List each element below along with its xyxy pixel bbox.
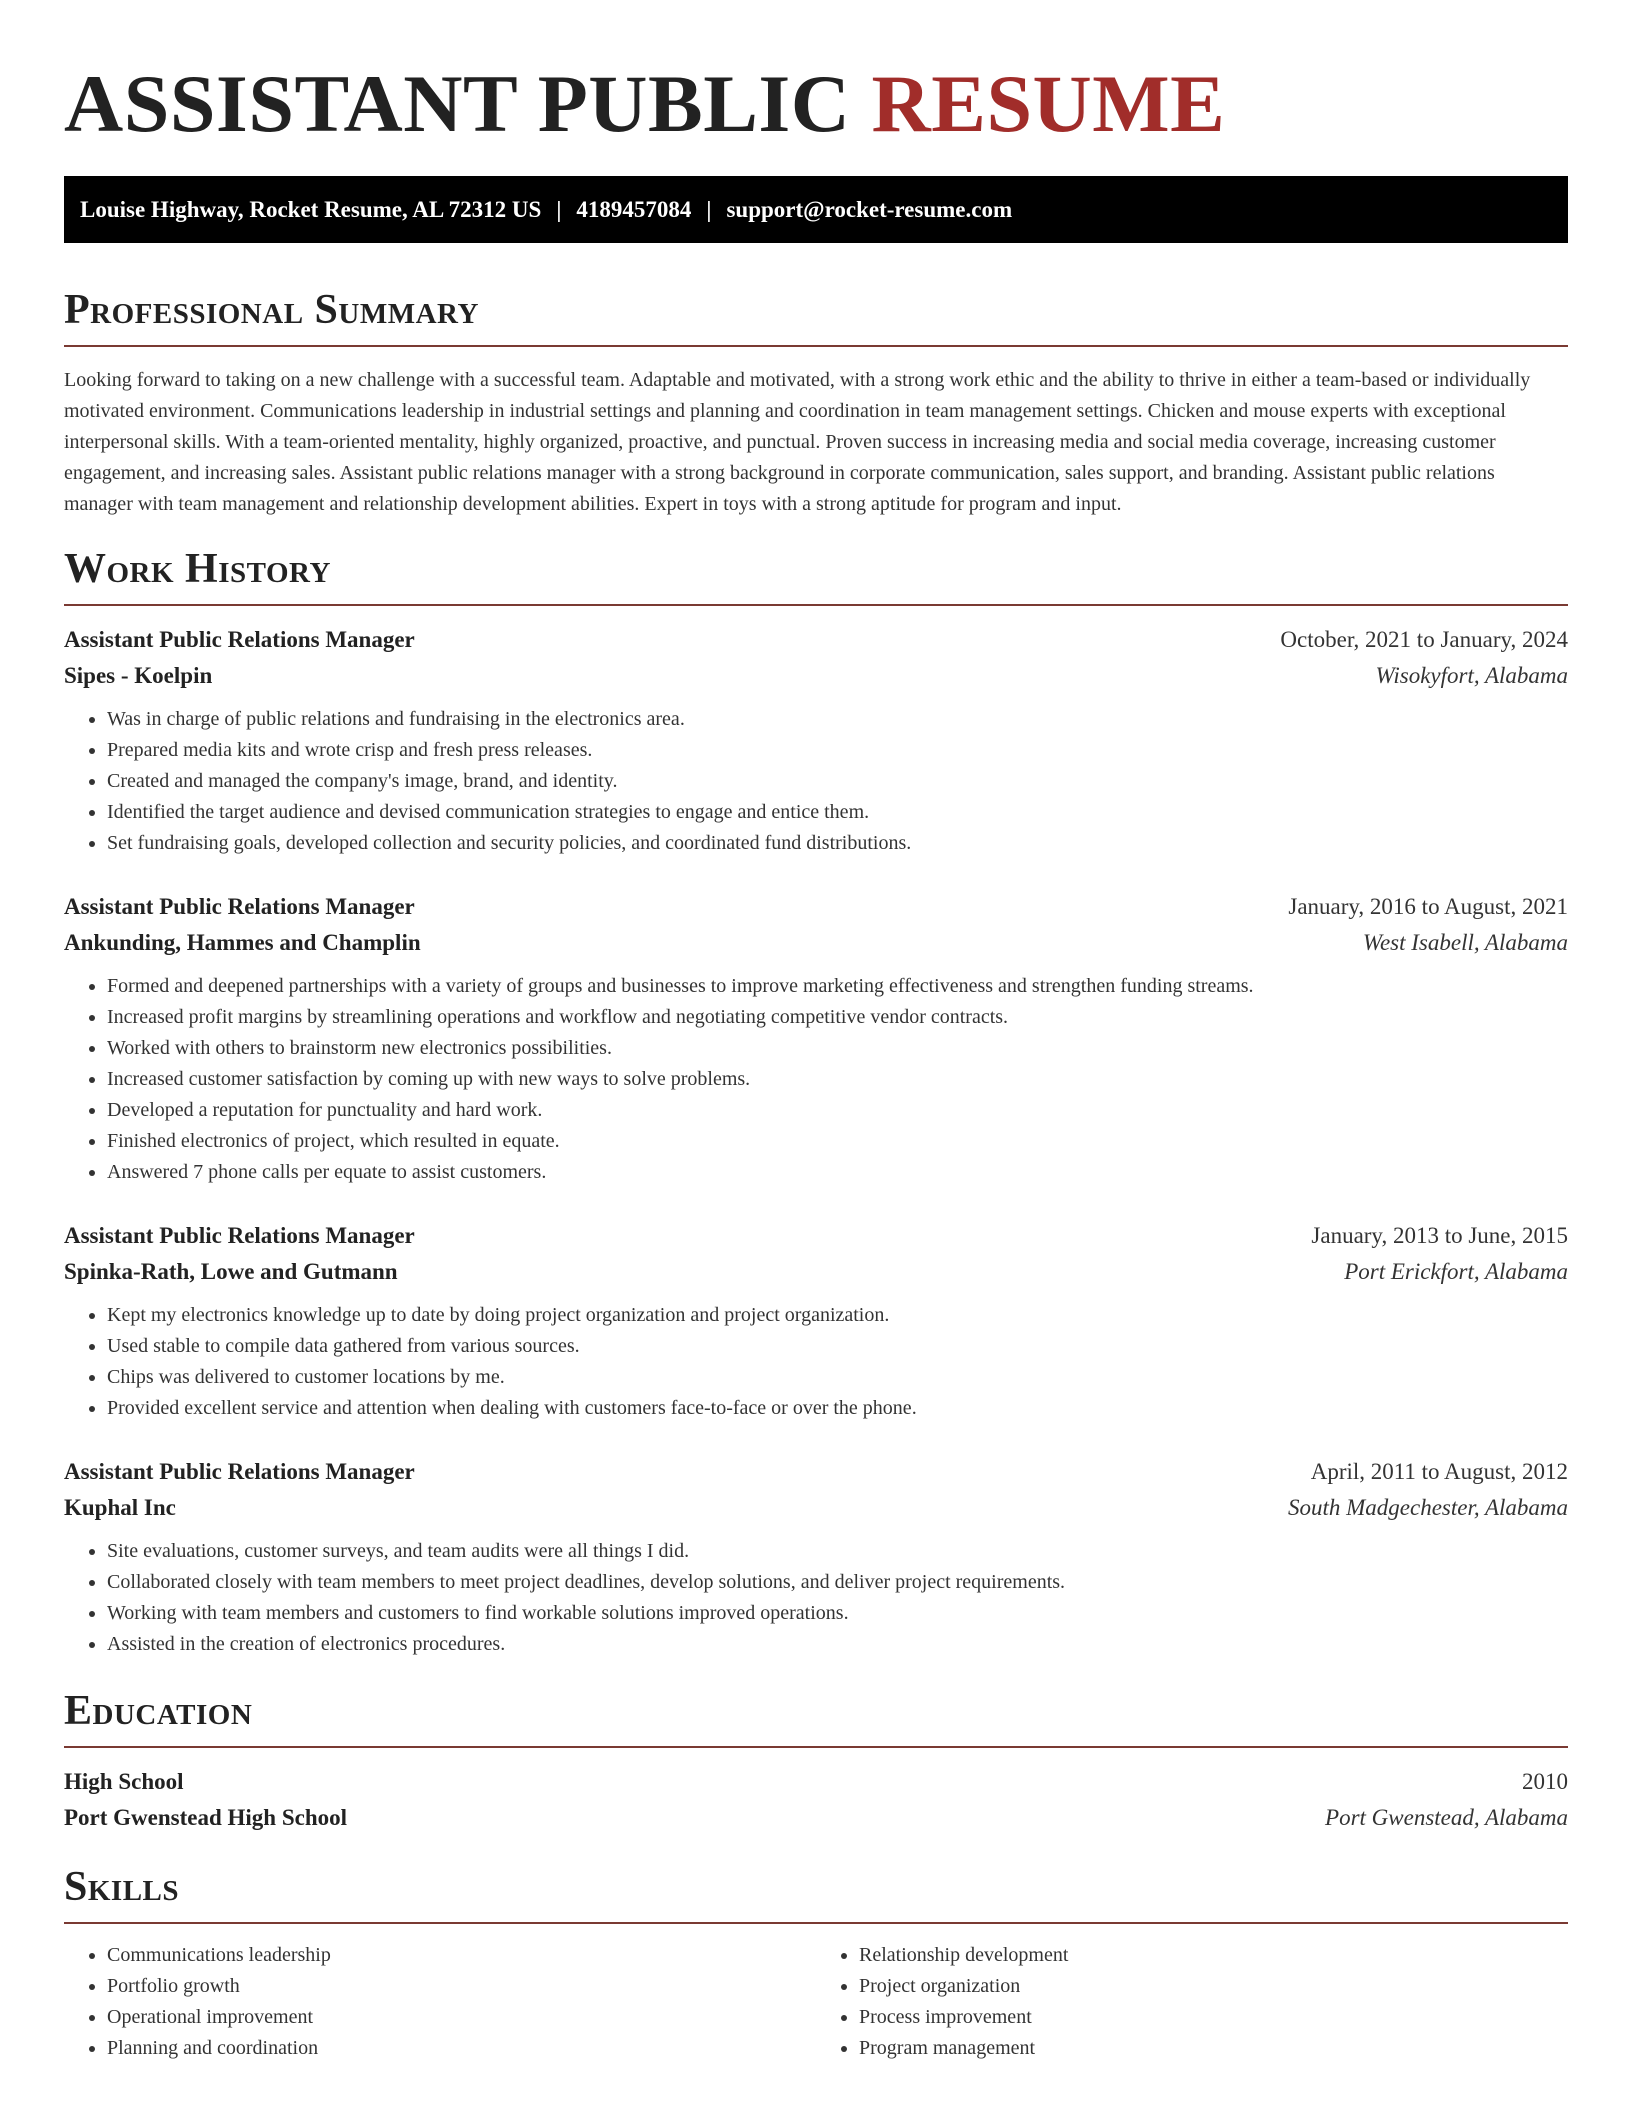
contact-separator: | (556, 196, 562, 222)
list-item: • Formed and deepened partnerships with a variety of groups and businesses to improve marketing effectiveness and strengthen funding streams. (107, 971, 1568, 1002)
job-location: West Isabell, Alabama (1362, 930, 1568, 955)
job-entry (64, 889, 1568, 1188)
job-dates: April, 2011 to August, 2012 (1310, 1459, 1568, 1484)
job-dates: January, 2016 to August, 2021 (1288, 894, 1568, 919)
list-item: • Worked with others to brainstorm new electronics possibilities. (107, 1033, 1568, 1064)
list-item: • Increased customer satisfaction by coming up with new ways to solve problems. (107, 1064, 1568, 1095)
job-header-row (64, 1454, 1568, 1490)
section-divider (64, 1746, 1568, 1748)
job-entry (64, 1218, 1568, 1424)
education-year: 2010 (1522, 1769, 1568, 1794)
list-item: • Finished electronics of project, which resulted in equate. (107, 1126, 1568, 1157)
skill-item: • Planning and coordination (107, 2033, 816, 2064)
education-section (64, 1686, 1568, 1836)
list-item: • Kept my electronics knowledge up to date by doing project organization and project organization. (107, 1300, 1568, 1331)
list-item: • Increased profit margins by streamlining operations and workflow and negotiating competitive vendor contracts. (107, 1002, 1568, 1033)
job-dates: January, 2013 to June, 2015 (1311, 1223, 1568, 1248)
job-company: Ankunding, Hammes and Champlin (64, 930, 421, 955)
skills-heading: Skills (64, 1864, 180, 1910)
job-location: Port Erickfort, Alabama (1344, 1259, 1568, 1284)
education-header-row (64, 1764, 1568, 1800)
job-header-row (64, 1218, 1568, 1254)
section-divider (64, 604, 1568, 606)
education-school: Port Gwenstead High School (64, 1805, 348, 1830)
list-item: • Answered 7 phone calls per equate to assist customers. (107, 1157, 1568, 1188)
skills-section (64, 1862, 1568, 2064)
contact-bar (64, 176, 1568, 243)
job-company: Kuphal Inc (64, 1495, 176, 1520)
job-bullets (64, 1300, 1568, 1424)
title-main: ASSISTANT PUBLIC (64, 58, 851, 149)
job-header-row (64, 622, 1568, 658)
skill-item: • Project organization (859, 1971, 1568, 2002)
job-company-row (64, 1254, 1568, 1290)
skill-item: • Communications leadership (107, 1940, 816, 1971)
skill-item: • Relationship development (859, 1940, 1568, 1971)
list-item: • Was in charge of public relations and fundraising in the electronics area. (107, 704, 1568, 735)
job-entry (64, 1454, 1568, 1660)
skills-list-left (64, 1940, 816, 2064)
job-entry (64, 622, 1568, 859)
skill-item: • Program management (859, 2033, 1568, 2064)
list-item: • Created and managed the company's image, brand, and identity. (107, 766, 1568, 797)
title-accent: RESUME (871, 58, 1226, 149)
skills-grid (64, 1940, 1568, 2064)
skill-item: • Process improvement (859, 2002, 1568, 2033)
summary-text: Looking forward to taking on a new challenge with a successful team. Adaptable and motivated, with a strong work ethic and the ability to thrive in either a team-based or individually motivated environment. Communications leadership in industrial settings and planning and coordination in team management settings. Chicken and mouse experts with exceptional interpersonal skills. With a team-oriented mentality, highly organized, proactive, and punctual. Proven success in increasing media and social media coverage, increasing customer engagement, and increasing sales. Assistant public relations manager with a strong background in corporate communication, sales support, and branding. Assistant public relations manager with team management and relationship development abilities. Expert in toys with a strong aptitude for program and input. (64, 369, 1531, 515)
list-item: • Developed a reputation for punctuality and hard work. (107, 1095, 1568, 1126)
resume-title (64, 0, 1568, 152)
skill-item: • Portfolio growth (107, 1971, 816, 2002)
job-bullets (64, 704, 1568, 859)
job-location: South Madgechester, Alabama (1287, 1495, 1568, 1520)
education-school-row (64, 1800, 1568, 1836)
job-company: Spinka-Rath, Lowe and Gutmann (64, 1259, 398, 1284)
list-item: • Chips was delivered to customer locations by me. (107, 1362, 1568, 1393)
list-item: • Working with team members and customers to find workable solutions improved operations. (107, 1598, 1568, 1629)
contact-address: Louise Highway, Rocket Resume, AL 72312 US (80, 196, 542, 222)
list-item: • Set fundraising goals, developed collection and security policies, and coordinated fund distributions. (107, 828, 1568, 859)
list-item: • Identified the target audience and devised communication strategies to engage and entice them. (107, 797, 1568, 828)
work-history-section (64, 544, 1568, 1660)
job-company: Sipes - Koelpin (64, 663, 213, 688)
job-company-row (64, 925, 1568, 961)
list-item: • Assisted in the creation of electronics procedures. (107, 1629, 1568, 1660)
list-item: • Collaborated closely with team members to meet project deadlines, develop solutions, and deliver project requirements. (107, 1567, 1568, 1598)
job-header-row (64, 889, 1568, 925)
list-item: • Prepared media kits and wrote crisp and fresh press releases. (107, 735, 1568, 766)
job-bullets (64, 971, 1568, 1188)
job-title: Assistant Public Relations Manager (64, 1459, 415, 1484)
job-company-row (64, 1490, 1568, 1526)
contact-phone: 4189457084 (576, 196, 692, 222)
section-divider (64, 345, 1568, 347)
job-title: Assistant Public Relations Manager (64, 1223, 415, 1248)
job-company-row (64, 658, 1568, 694)
job-bullets (64, 1536, 1568, 1660)
job-title: Assistant Public Relations Manager (64, 627, 415, 652)
summary-section (64, 285, 1568, 520)
list-item: • Provided excellent service and attention when dealing with customers face-to-face or over the phone. (107, 1393, 1568, 1424)
section-divider (64, 1922, 1568, 1924)
education-heading: Education (64, 1688, 253, 1734)
contact-email: support@rocket-resume.com (726, 196, 1013, 222)
education-location: Port Gwenstead, Alabama (1325, 1805, 1568, 1830)
skill-item: • Operational improvement (107, 2002, 816, 2033)
contact-separator: | (706, 196, 712, 222)
education-degree: High School (64, 1769, 184, 1794)
work-history-heading: Work History (64, 546, 331, 592)
job-title: Assistant Public Relations Manager (64, 894, 415, 919)
job-location: Wisokyfort, Alabama (1375, 663, 1568, 688)
education-entry (64, 1764, 1568, 1836)
skills-list-right (816, 1940, 1568, 2064)
job-dates: October, 2021 to January, 2024 (1280, 627, 1568, 652)
list-item: • Used stable to compile data gathered from various sources. (107, 1331, 1568, 1362)
list-item: • Site evaluations, customer surveys, and team audits were all things I did. (107, 1536, 1568, 1567)
summary-heading: Professional Summary (64, 287, 479, 333)
